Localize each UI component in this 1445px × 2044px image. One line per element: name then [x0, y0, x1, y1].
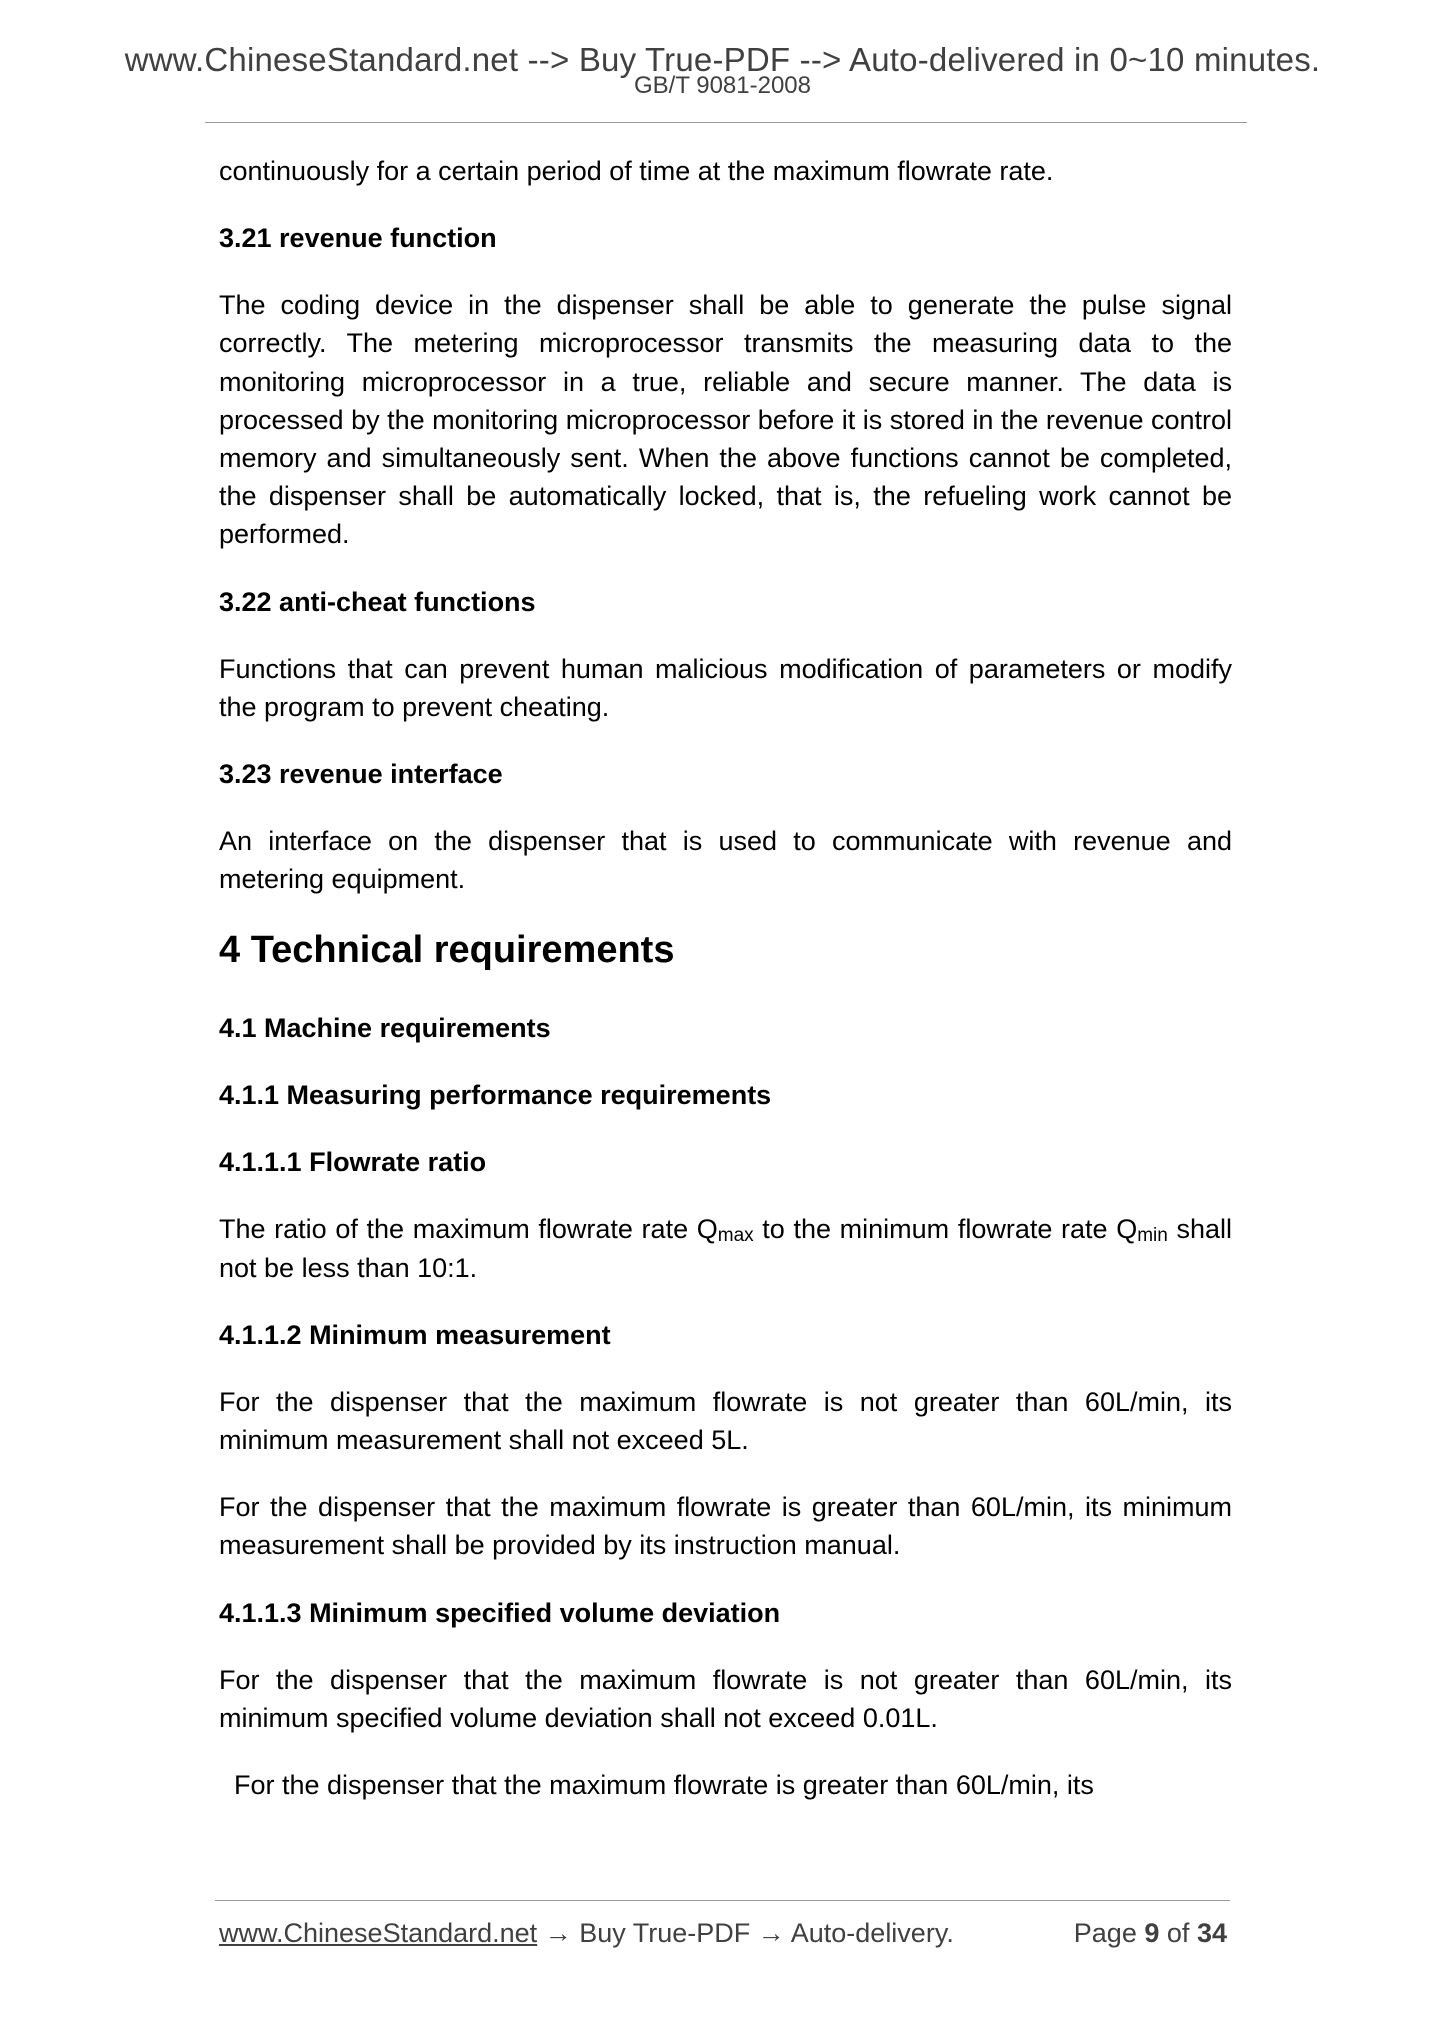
minimum-measurement-text-2: For the dispenser that the maximum flowrate is greater than 60L/min, its minimum measurement shall be provided by its instruction manual.	[219, 1492, 1232, 1561]
standard-code: GB/T 9081-2008	[633, 72, 811, 99]
section-3-21-heading: 3.21 revenue function	[219, 223, 497, 254]
section-4-1-1-2-heading: 4.1.1.2 Minimum measurement	[219, 1319, 611, 1350]
page-number	[1074, 1916, 1227, 1950]
flowrate-ratio-text-b: to the minimum flowrate rate Q	[753, 1214, 1138, 1245]
flowrate-ratio-text	[219, 1210, 1232, 1286]
footer-divider	[215, 1900, 1230, 1901]
minimum-measurement-text-1: For the dispenser that the maximum flowrate is not greater than 60L/min, its minimum measurement shall not exceed 5L.	[219, 1386, 1232, 1456]
section-4-1-1-heading: 4.1.1 Measuring performance requirements	[219, 1080, 772, 1111]
page-current: 9	[1144, 1918, 1160, 1948]
continued-paragraph: continuously for a certain period of time at the maximum flowrate rate.	[219, 156, 1054, 186]
page-content	[219, 152, 1232, 1833]
section-4-1-1-1-heading: 4.1.1.1 Flowrate ratio	[219, 1147, 487, 1178]
footer-tagline: → Buy True-PDF → Auto-delivery.	[537, 1918, 954, 1948]
section-4-1-heading: 4.1 Machine requirements	[219, 1013, 551, 1044]
volume-deviation-text-2: For the dispenser that the maximum flowrate is greater than 60L/min, its	[234, 1770, 1094, 1801]
subscript-max: max	[717, 1225, 754, 1247]
header-divider	[205, 122, 1247, 123]
page-word: Page	[1073, 1918, 1137, 1948]
section-4-heading: 4 Technical requirements	[219, 929, 675, 972]
page-total: 34	[1196, 1918, 1227, 1948]
section-4-1-1-3-heading: 4.1.1.3 Minimum specified volume deviation	[219, 1597, 781, 1628]
site-banner: www.ChineseStandard.net --> Buy True-PDF --> Auto-delivered in 0~10 minutes.	[124, 41, 1321, 78]
flowrate-ratio-text-c: shall not be less than 10:1.	[219, 1214, 1233, 1283]
volume-deviation-text-1: For the dispenser that the maximum flowrate is not greater than 60L/min, its minimum specified volume deviation shall not exceed 0.01L.	[219, 1664, 1232, 1733]
section-3-23-heading: 3.23 revenue interface	[219, 759, 503, 790]
section-3-22-text: Functions that can prevent human malicious modification of parameters or modify the program to prevent cheating.	[219, 653, 1232, 722]
subscript-min: min	[1137, 1225, 1168, 1247]
flowrate-ratio-text-a: The ratio of the maximum flowrate rate Q	[219, 1214, 718, 1245]
section-3-22-heading: 3.22 anti-cheat functions	[219, 586, 536, 617]
of-word: of	[1166, 1918, 1190, 1948]
section-3-23-text: An interface on the dispenser that is used to communicate with revenue and metering equipment.	[219, 826, 1232, 895]
section-3-21-text: The coding device in the dispenser shall be able to generate the pulse signal correctly. The metering microprocessor transmits the measuring data to the monitoring microprocessor in a true, reliable and secure manner. The data is processed by the monitoring microprocessor before it is stored in the revenue control memory and simultaneously sent. When the above functions cannot be completed, the dispenser shall be automatically locked, that is, the refueling work cannot be performed.	[219, 290, 1233, 550]
page-footer	[219, 1916, 1227, 1950]
footer-site-link[interactable]: www.ChineseStandard.net	[219, 1918, 538, 1948]
